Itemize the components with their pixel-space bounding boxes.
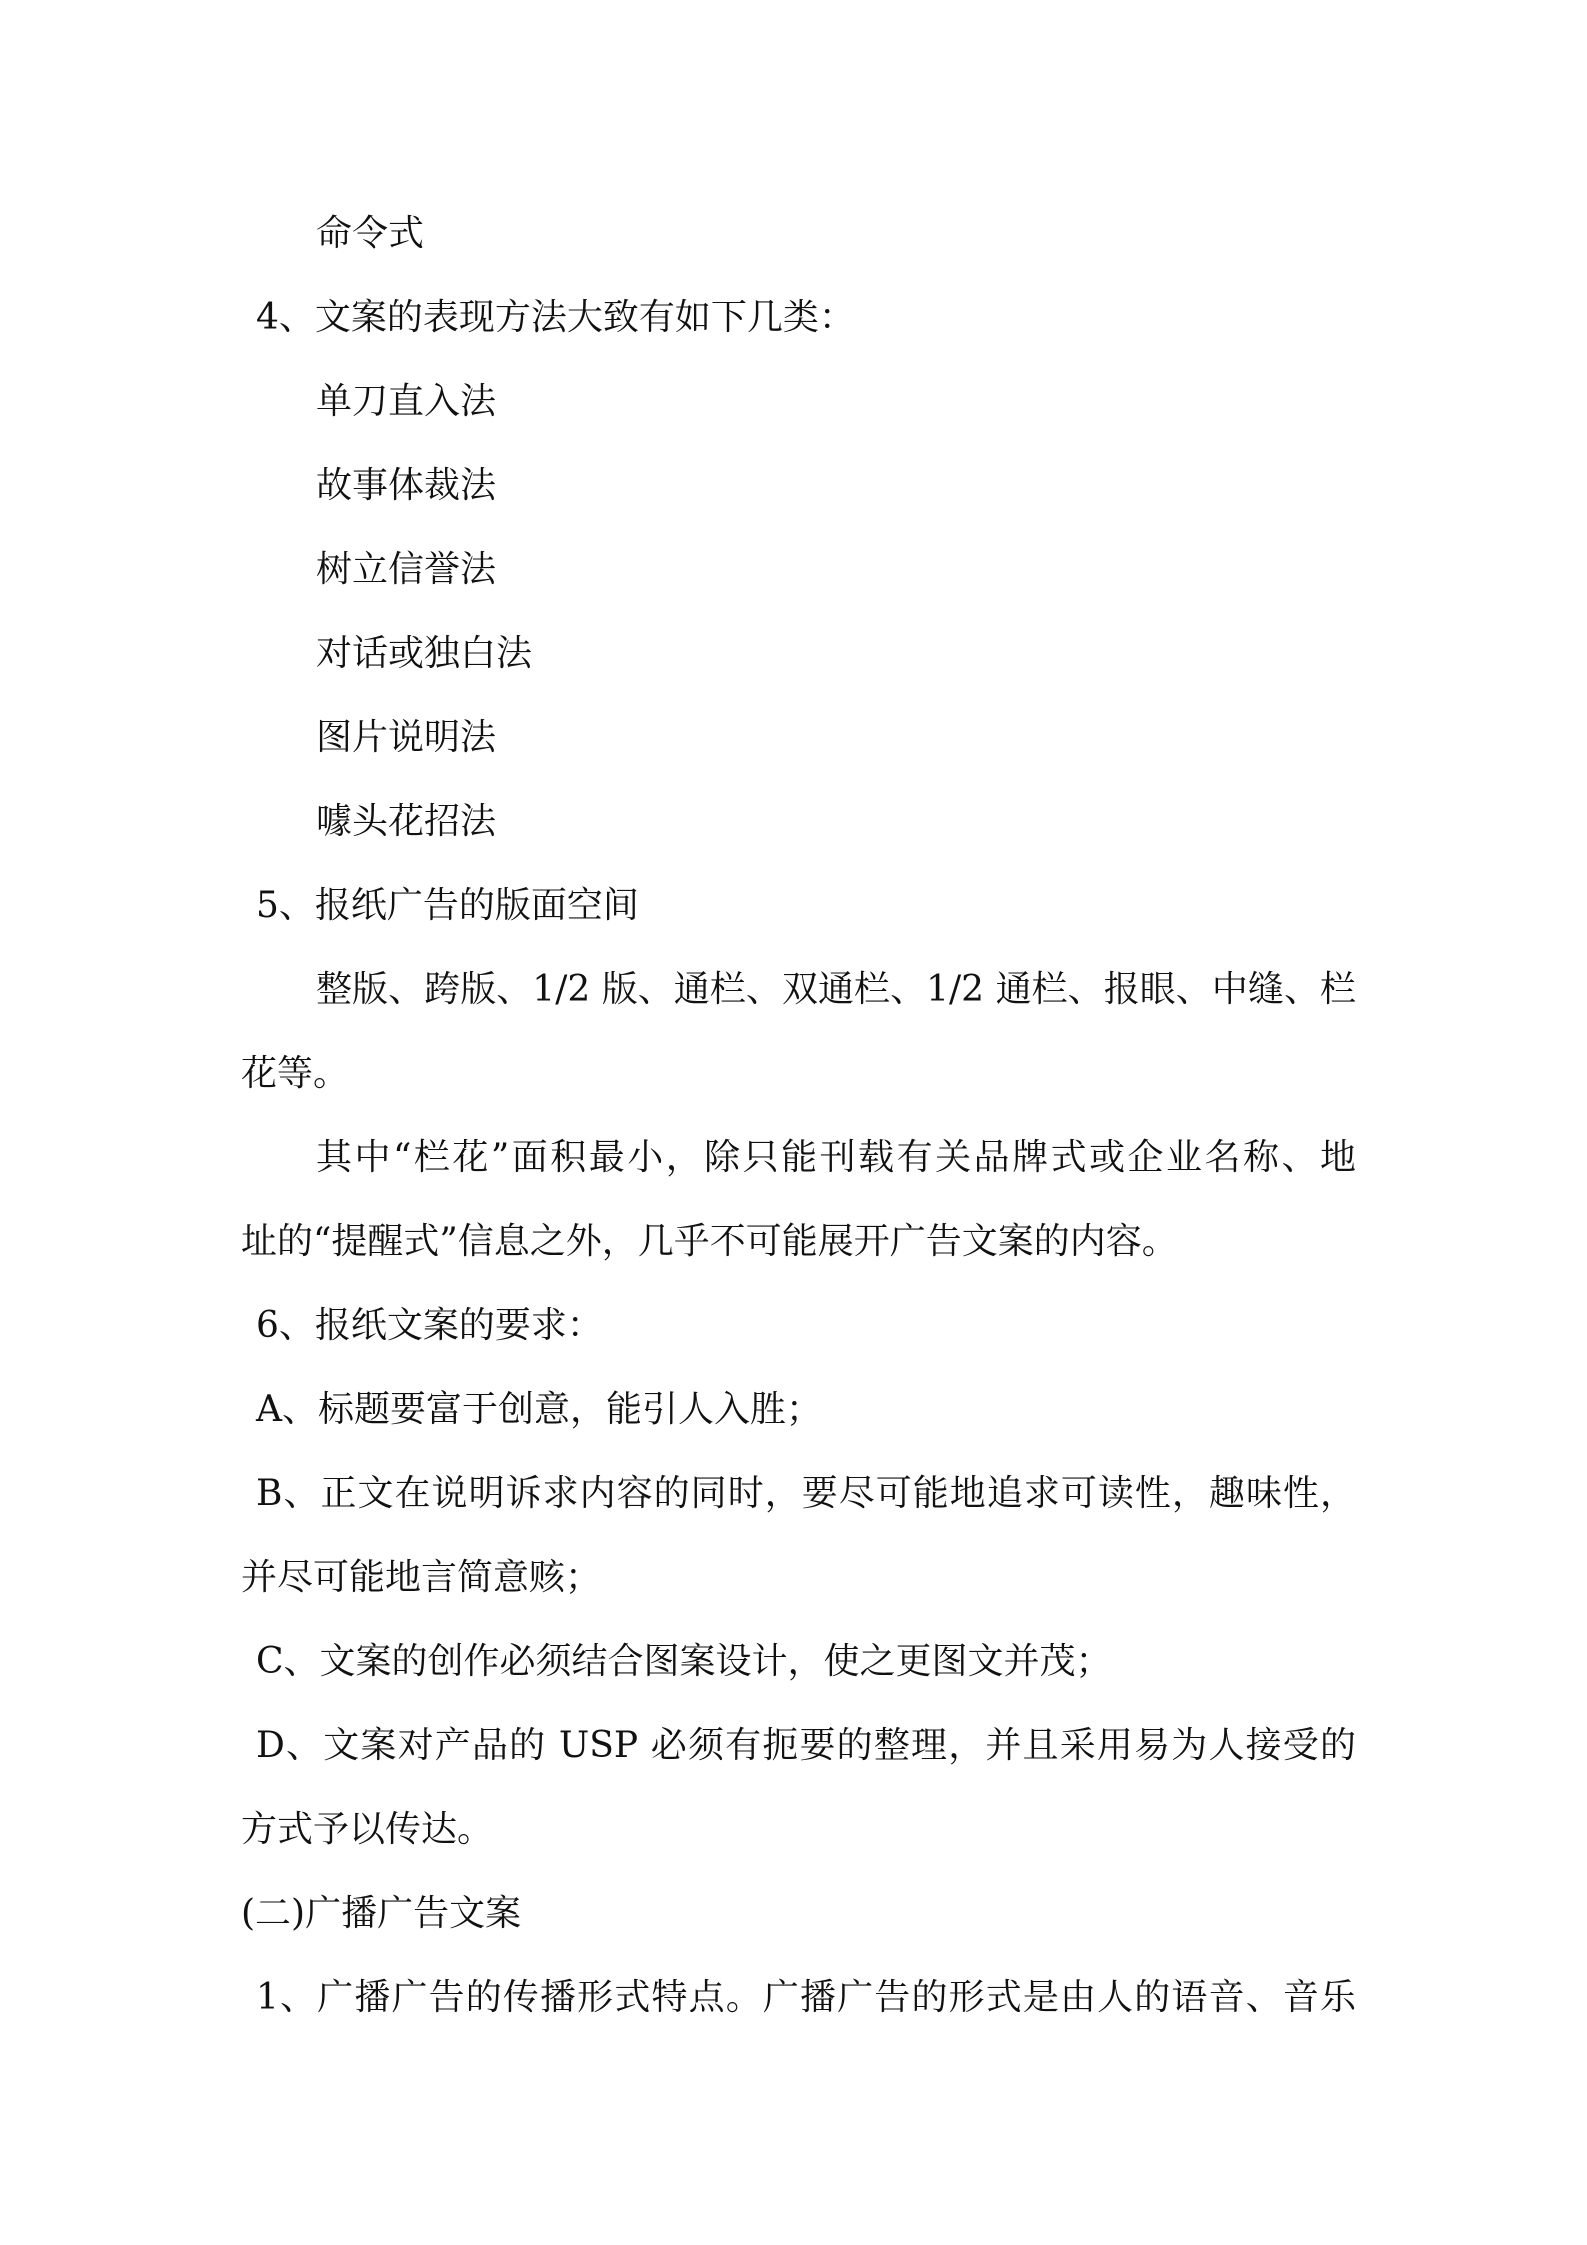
text-line-radio-item-1: 1、广播广告的传播形式特点。广播广告的形式是由人的语音、音乐 <box>256 1977 1356 2018</box>
text-line-column-flower-cont: 址的“提醒式”信息之外，几乎不可能展开广告文案的内容。 <box>241 1221 1178 1262</box>
text-line-req-d-cont: 方式予以传达。 <box>241 1809 494 1850</box>
text-line-layout-list: 整版、跨版、1/2 版、通栏、双通栏、1/2 通栏、报眼、中缝、栏 <box>316 969 1356 1010</box>
text-line-method-6: 噱头花招法 <box>316 801 497 842</box>
section-heading-radio-ad: (二)广播广告文案 <box>241 1893 522 1934</box>
text-line-req-a: A、标题要富于创意，能引人入胜； <box>256 1389 822 1430</box>
text-line-method-3: 树立信誉法 <box>316 549 497 590</box>
text-line-item-4: 4、文案的表现方法大致有如下几类： <box>256 297 855 338</box>
text-line-method-2: 故事体裁法 <box>316 465 497 506</box>
text-line-req-b-cont: 并尽可能地言简意赅； <box>241 1557 602 1598</box>
text-line-method-4: 对话或独白法 <box>316 633 533 674</box>
text-line-req-d: D、文案对产品的 USP 必须有扼要的整理，并且采用易为人接受的 <box>256 1725 1356 1766</box>
text-line-column-flower: 其中“栏花”面积最小，除只能刊载有关品牌式或企业名称、地 <box>316 1137 1356 1178</box>
text-line-method-5: 图片说明法 <box>316 717 497 758</box>
text-line-method-1: 单刀直入法 <box>316 381 497 422</box>
text-line-layout-list-cont: 花等。 <box>241 1053 350 1094</box>
text-line-item-5: 5、报纸广告的版面空间 <box>256 885 639 926</box>
text-line-item-6: 6、报纸文案的要求： <box>256 1305 603 1346</box>
text-line-command-style: 命令式 <box>316 213 425 254</box>
text-line-req-b: B、正文在说明诉求内容的同时，要尽可能地追求可读性，趣味性， <box>256 1473 1356 1514</box>
text-line-req-c: C、文案的创作必须结合图案设计，使之更图文并茂； <box>256 1641 1112 1682</box>
